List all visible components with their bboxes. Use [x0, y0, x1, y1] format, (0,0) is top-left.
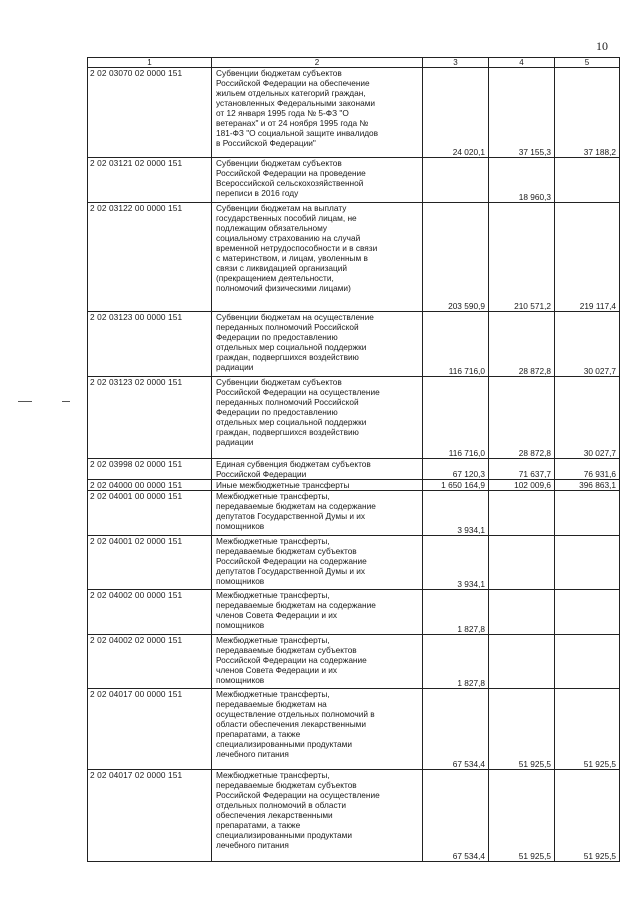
value-cell-col5	[555, 491, 620, 536]
value-cell-col4: 37 155,3	[489, 68, 555, 158]
name-cell	[212, 635, 423, 689]
value-cell-col4: 51 925,5	[489, 770, 555, 862]
value-cell-col4	[489, 590, 555, 635]
value-cell-col5	[555, 536, 620, 590]
value-cell-col5	[555, 635, 620, 689]
table-row	[88, 312, 620, 377]
row-description: Межбюджетные трансферты, передаваемые бюджетам субъектов Российской Федерации на содержание депутатов Государственной Думы и их помощников	[216, 536, 367, 586]
value-cell-col3: 24 020,1	[423, 68, 489, 158]
column-header-1: 1	[88, 58, 212, 68]
name-cell	[212, 770, 423, 862]
value-cell-col4	[489, 491, 555, 536]
value-cell-col5: 30 027,7	[555, 312, 620, 377]
value-cell-col4	[489, 635, 555, 689]
value-cell-col5	[555, 158, 620, 203]
table-row	[88, 536, 620, 590]
value-cell-col5: 396 863,1	[555, 480, 620, 491]
code-cell: 2 02 04002 00 0000 151	[88, 590, 212, 635]
table-row	[88, 203, 620, 312]
row-description: Межбюджетные трансферты, передаваемые бюджетам субъектов Российской Федерации на осуществление отдельных полномочий в области обеспечения лекарственными препаратами, а также специализированными продуктами лечебного питания	[216, 770, 380, 850]
row-description: Субвенции бюджетам субъектов Российской Федерации на обеспечение жильем отдельных категорий граждан, установленных Федеральными законами от 12 января 1995 года № 5-ФЗ "О ветеранах" и от 24 ноября 1995 года № 181-ФЗ "О социальной защите инвалидов в Российской Федерации"	[216, 68, 379, 148]
column-header-3: 3	[423, 58, 489, 68]
name-cell	[212, 689, 423, 770]
table-row	[88, 491, 620, 536]
code-cell: 2 02 03998 02 0000 151	[88, 459, 212, 480]
name-cell	[212, 312, 423, 377]
value-cell-col3: 203 590,9	[423, 203, 489, 312]
table-row	[88, 689, 620, 770]
table-row	[88, 480, 620, 491]
value-cell-col4	[489, 536, 555, 590]
name-cell	[212, 590, 423, 635]
code-cell: 2 02 03123 02 0000 151	[88, 377, 212, 459]
code-cell: 2 02 04001 02 0000 151	[88, 536, 212, 590]
table-body	[88, 58, 620, 862]
column-header-5: 5	[555, 58, 620, 68]
name-cell	[212, 158, 423, 203]
value-cell-col3: 3 934,1	[423, 491, 489, 536]
value-cell-col5	[555, 590, 620, 635]
value-cell-col3: 67 120,3	[423, 459, 489, 480]
row-description: Иные межбюджетные трансферты	[216, 480, 350, 490]
name-cell	[212, 377, 423, 459]
value-cell-col4: 28 872,8	[489, 312, 555, 377]
scan-mark	[18, 401, 32, 402]
name-cell	[212, 68, 423, 158]
code-cell: 2 02 03070 02 0000 151	[88, 68, 212, 158]
name-cell	[212, 480, 423, 491]
value-cell-col4: 71 637,7	[489, 459, 555, 480]
value-cell-col3: 1 650 164,9	[423, 480, 489, 491]
value-cell-col4: 28 872,8	[489, 377, 555, 459]
name-cell	[212, 536, 423, 590]
name-cell	[212, 203, 423, 312]
value-cell-col5: 30 027,7	[555, 377, 620, 459]
row-description: Субвенции бюджетам на выплату государственных пособий лицам, не подлежащим обязательному социальному страхованию на случай временной нетрудоспособности и в связи с материнством, и лицам, уволенным в связи с ликвидацией организаций (прекращением деятельности, полномочий физическими лицами)	[216, 203, 378, 293]
value-cell-col3: 67 534,4	[423, 770, 489, 862]
value-cell-col4: 102 009,6	[489, 480, 555, 491]
code-cell: 2 02 03123 00 0000 151	[88, 312, 212, 377]
value-cell-col4: 51 925,5	[489, 689, 555, 770]
value-cell-col3: 3 934,1	[423, 536, 489, 590]
row-description: Межбюджетные трансферты, передаваемые бюджетам субъектов Российской Федерации на содержание членов Совета Федерации и их помощников	[216, 635, 367, 685]
table-row	[88, 158, 620, 203]
value-cell-col3	[423, 158, 489, 203]
value-cell-col5: 37 188,2	[555, 68, 620, 158]
row-description: Межбюджетные трансферты, передаваемые бюджетам на содержание членов Совета Федерации и их помощников	[216, 590, 376, 630]
value-cell-col5: 51 925,5	[555, 689, 620, 770]
column-header-2: 2	[212, 58, 423, 68]
table-row	[88, 459, 620, 480]
value-cell-col5: 51 925,5	[555, 770, 620, 862]
value-cell-col3: 116 716,0	[423, 377, 489, 459]
value-cell-col5: 219 117,4	[555, 203, 620, 312]
value-cell-col3: 67 534,4	[423, 689, 489, 770]
code-cell: 2 02 03122 00 0000 151	[88, 203, 212, 312]
table-row	[88, 68, 620, 158]
value-cell-col4: 18 960,3	[489, 158, 555, 203]
name-cell	[212, 491, 423, 536]
row-description: Межбюджетные трансферты, передаваемые бюджетам на содержание депутатов Государственной Думы и их помощников	[216, 491, 376, 531]
row-description: Единая субвенция бюджетам субъектов Российской Федерации	[216, 459, 371, 479]
scan-mark	[62, 401, 70, 402]
table-row	[88, 770, 620, 862]
code-cell: 2 02 04001 00 0000 151	[88, 491, 212, 536]
code-cell: 2 02 04017 02 0000 151	[88, 770, 212, 862]
value-cell-col3: 1 827,8	[423, 590, 489, 635]
budget-table	[87, 57, 620, 862]
value-cell-col4: 210 571,2	[489, 203, 555, 312]
table-row	[88, 590, 620, 635]
name-cell	[212, 459, 423, 480]
page-number: 10	[596, 39, 608, 53]
code-cell: 2 02 04017 00 0000 151	[88, 689, 212, 770]
row-description: Межбюджетные трансферты, передаваемые бюджетам на осуществление отдельных полномочий в области обеспечения лекарственными препаратами, а также специализированными продуктами лечебного питания	[216, 689, 375, 759]
table-row	[88, 635, 620, 689]
row-description: Субвенции бюджетам на осуществление переданных полномочий Российской Федерации по предоставлению отдельных мер социальной поддержки граждан, подвергшихся воздействию радиации	[216, 312, 374, 372]
row-description: Субвенции бюджетам субъектов Российской Федерации на осуществление переданных полномочий Российской Федерации по предоставлению отдельных мер социальной поддержки граждан, подвергшихся воздействию радиации	[216, 377, 380, 447]
row-description: Субвенции бюджетам субъектов Российской Федерации на проведение Всероссийской сельскохозяйственной переписи в 2016 году	[216, 158, 366, 198]
code-cell: 2 02 04000 00 0000 151	[88, 480, 212, 491]
code-cell: 2 02 04002 02 0000 151	[88, 635, 212, 689]
table-row	[88, 377, 620, 459]
column-header-4: 4	[489, 58, 555, 68]
value-cell-col5: 76 931,6	[555, 459, 620, 480]
table-header-row	[88, 58, 620, 68]
value-cell-col3: 116 716,0	[423, 312, 489, 377]
value-cell-col3: 1 827,8	[423, 635, 489, 689]
code-cell: 2 02 03121 02 0000 151	[88, 158, 212, 203]
